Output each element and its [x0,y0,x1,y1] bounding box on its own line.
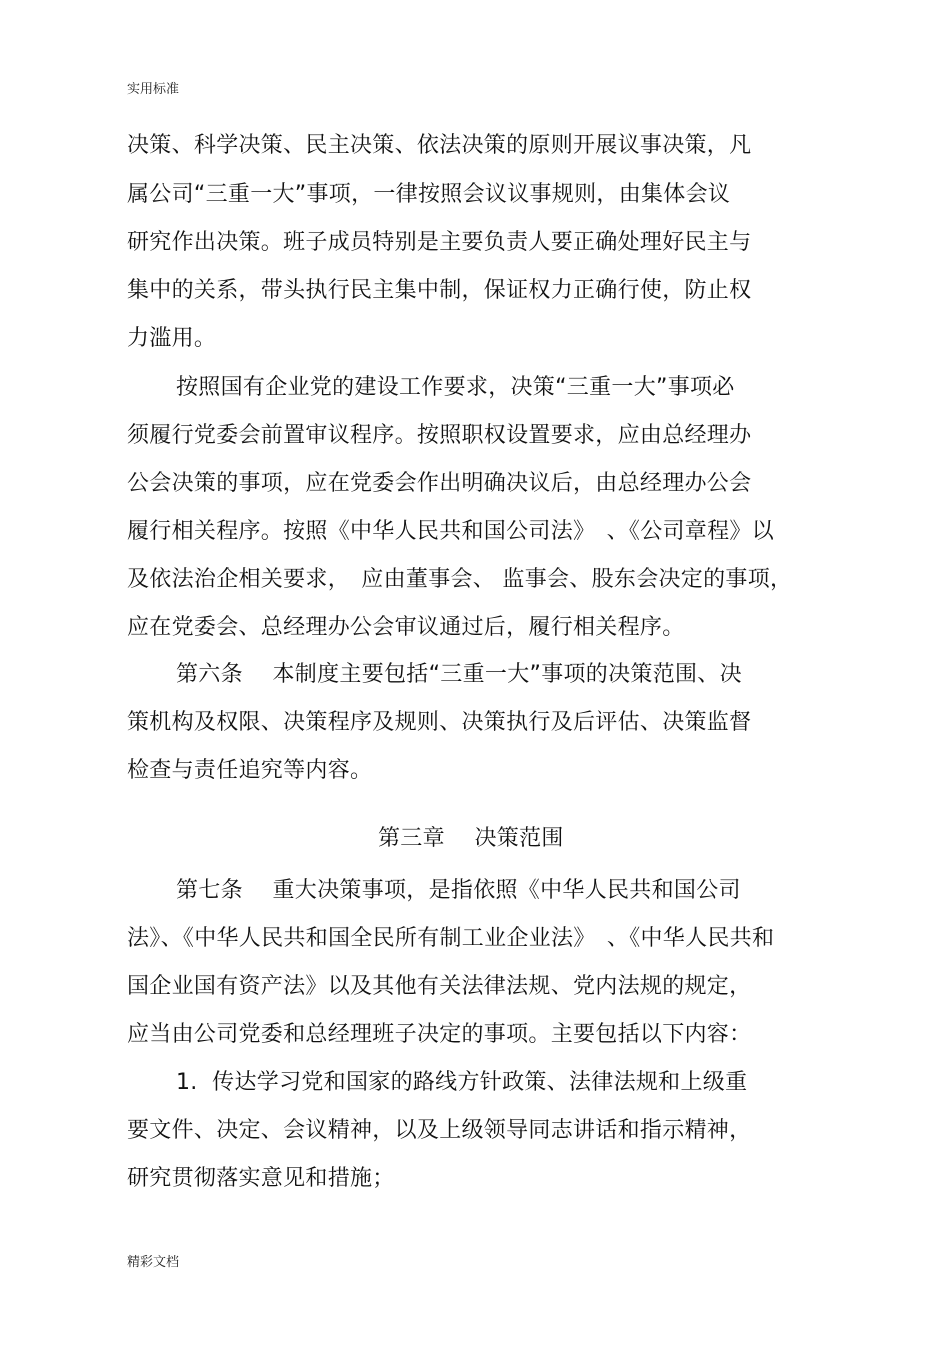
body-line: 检查与责任追究等内容。 [127,758,373,783]
article-7-line: 第七条 重大决策事项，是指依照《中华人民共和国公司 [176,878,741,903]
body-line: 属公司“三重一大”事项，一律按照会议议事规则，由集体会议 [127,182,731,207]
body-line: 法》、《中华人民共和国全民所有制工业企业法》 、《中华人民共和 [127,926,775,951]
page-header: 实用标准 [127,82,180,97]
body-line: 决策、科学决策、民主决策、依法决策的原则开展议事决策，凡 [127,133,752,158]
body-line: 及依法治企相关要求， 应由董事会、 监事会、股东会决定的事项， [127,567,793,592]
body-line: 须履行党委会前置审议程序。按照职权设置要求，应由总经理办 [127,423,752,448]
body-line: 国企业国有资产法》以及其他有关法律法规、党内法规的规定， [127,974,752,999]
body-line: 策机构及权限、决策程序及规则、决策执行及后评估、决策监督 [127,710,752,735]
body-line: 要文件、决定、会议精神，以及上级领导同志讲话和指示精神， [127,1118,752,1143]
body-line: 按照国有企业党的建设工作要求，决策“三重一大”事项必 [176,375,735,400]
article-6-line: 第六条 本制度主要包括“三重一大”事项的决策范围、决 [176,662,742,687]
body-line: 履行相关程序。按照《中华人民共和国公司法》 、《公司章程》以 [127,519,775,544]
page-footer: 精彩文档 [127,1255,180,1270]
list-item-1-line: 1. 传达学习党和国家的路线方针政策、法律法规和上级重 [176,1070,748,1095]
body-line: 应在党委会、总经理办公会审议通过后，履行相关程序。 [127,615,685,640]
chapter-heading: 第三章 决策范围 [378,826,564,851]
body-line: 集中的关系，带头执行民主集中制，保证权力正确行使，防止权 [127,278,752,303]
body-line: 力滥用。 [127,326,217,351]
body-line: 研究作出决策。班子成员特别是主要负责人要正确处理好民主与 [127,230,752,255]
body-line: 应当由公司党委和总经理班子决定的事项。主要包括以下内容： [127,1022,752,1047]
body-line: 公会决策的事项，应在党委会作出明确决议后，由总经理办公会 [127,471,752,496]
body-line: 研究贯彻落实意见和措施； [127,1166,395,1191]
